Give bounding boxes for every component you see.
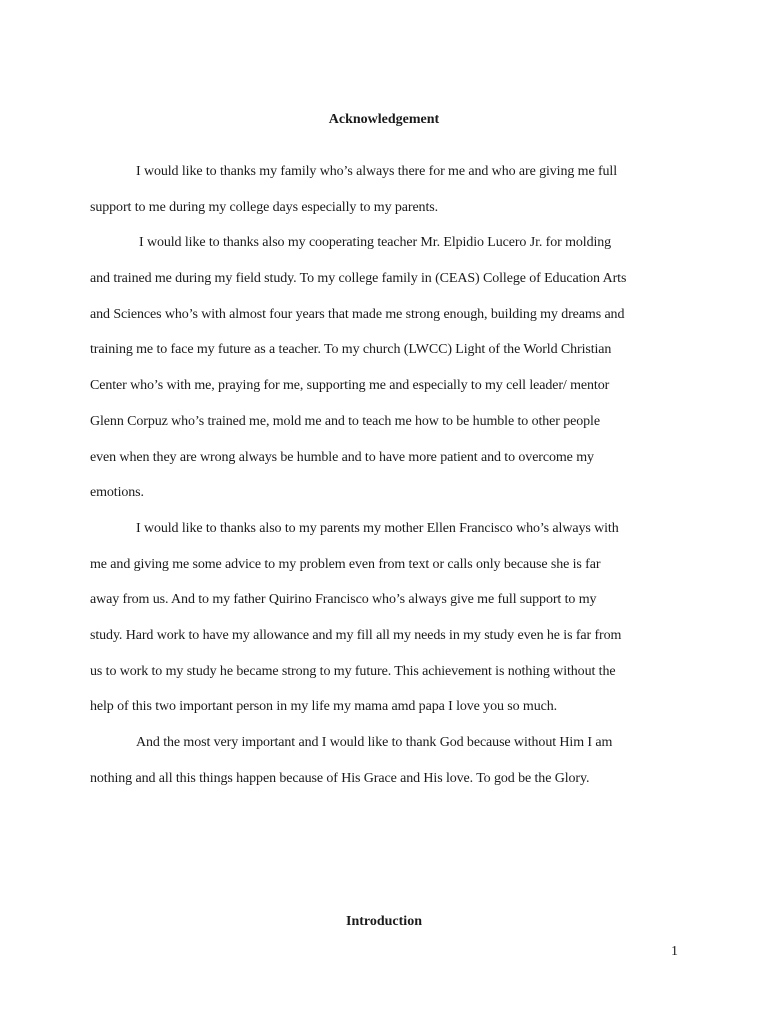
- page-number: 1: [671, 944, 678, 959]
- text-line: I would like to thanks also my cooperating teacher Mr. Elpidio Lucero Jr. for molding: [139, 235, 612, 251]
- text-line: I would like to thanks also to my parents my mother Ellen Francisco who’s always with: [136, 520, 619, 536]
- text-line: and Sciences who’s with almost four years that made me strong enough, building my dreams and: [90, 306, 625, 322]
- text-line: away from us. And to my father Quirino Francisco who’s always give me full support to my: [90, 592, 597, 608]
- text-line: study. Hard work to have my allowance and my fill all my needs in my study even he is far from: [90, 627, 622, 643]
- text-line: nothing and all this things happen because of His Grace and His love. To god be the Glory.: [90, 770, 590, 786]
- text-line: us to work to my study he became strong to my future. This achievement is nothing without the: [90, 663, 616, 679]
- text-line: support to me during my college days especially to my parents.: [90, 199, 438, 215]
- text-line: And the most very important and I would like to thank God because without Him I am: [136, 735, 613, 750]
- text-line: and trained me during my field study. To my college family in (CEAS) College of Education Arts: [90, 271, 627, 287]
- text-line: help of this two important person in my life my mama amd papa I love you so much.: [90, 699, 558, 715]
- text-line: me and giving me some advice to my problem even from text or calls only because she is far: [90, 556, 601, 572]
- acknowledgement-body: [90, 160, 680, 802]
- text-line: training me to face my future as a teacher. To my church (LWCC) Light of the World Christian: [90, 342, 612, 358]
- text-line: Glenn Corpuz who’s trained me, mold me and to teach me how to be humble to other people: [90, 413, 600, 429]
- text-line: I would like to thanks my family who’s always there for me and who are giving me full: [136, 164, 618, 179]
- text-line: Center who’s with me, praying for me, supporting me and especially to my cell leader/ mentor: [90, 378, 610, 394]
- text-line: even when they are wrong always be humble and to have more patient and to overcome my: [90, 449, 594, 465]
- text-line: emotions.: [90, 485, 144, 501]
- acknowledgement-heading: Acknowledgement: [328, 112, 440, 127]
- introduction-heading: Introduction: [346, 914, 422, 929]
